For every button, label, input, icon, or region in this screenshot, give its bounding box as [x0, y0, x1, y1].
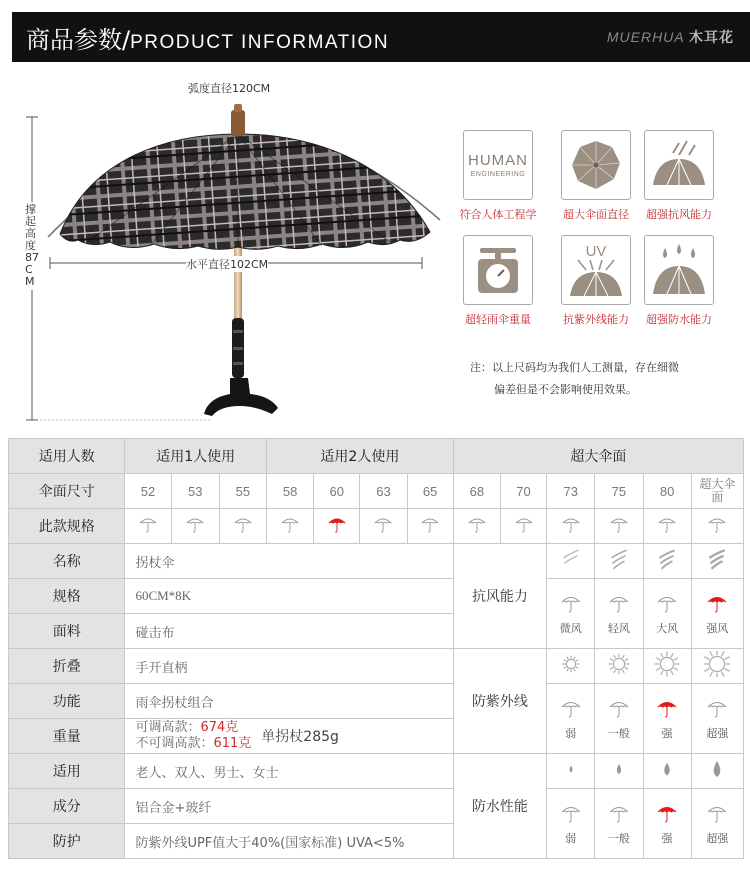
rating-cell	[595, 789, 643, 859]
umbrella-diagram	[0, 62, 455, 434]
size-umbrella-icon	[547, 509, 595, 544]
users-row	[9, 439, 744, 474]
users-two: 适用2人使用	[267, 439, 454, 474]
feature-label: 符合人体工程学	[459, 208, 537, 221]
spec-label: 此款规格	[9, 509, 125, 544]
human-text: HUMAN	[468, 152, 528, 169]
spec-row	[9, 509, 744, 544]
measurement-note	[470, 357, 679, 401]
weight-adjustable-value: 674克	[200, 720, 239, 735]
spec-table	[8, 438, 744, 859]
rating-cell	[547, 579, 595, 649]
uv-rating-label: 防紫外线	[453, 649, 546, 754]
sun-icon	[547, 649, 595, 684]
size-cell: 73	[547, 474, 595, 509]
rating-selected-cell	[643, 684, 691, 754]
rating-level-text: 强风	[706, 621, 729, 635]
rating-cell	[643, 579, 691, 649]
rating-level-text: 一般	[607, 726, 630, 740]
feature-uv	[561, 235, 631, 327]
wind-resist-icon	[644, 130, 714, 200]
rating-cell	[691, 789, 743, 859]
feature-wind-resist	[644, 130, 714, 222]
feature-label: 超轻雨伞重量	[465, 313, 531, 326]
rating-level-text: 大风	[656, 621, 679, 635]
size-umbrella-icon	[171, 509, 219, 544]
spec-fabric-value: 碰击布	[125, 614, 453, 649]
feature-label: 超强防水能力	[646, 313, 712, 326]
wind-icon	[595, 544, 643, 579]
size-cell: 52	[125, 474, 171, 509]
water-drop-icon	[547, 754, 595, 789]
sun-icon	[595, 649, 643, 684]
rating-cell	[595, 579, 643, 649]
arc-diameter-label: 弧度直径120CM	[188, 82, 271, 95]
brand-en: MUERHUA	[606, 29, 685, 45]
spec-material-label: 成分	[9, 789, 125, 824]
size-cell: 70	[500, 474, 546, 509]
rating-cell	[691, 684, 743, 754]
spec-name-label: 名称	[9, 544, 125, 579]
water-drop-icon	[691, 754, 743, 789]
rating-level-text: 微风	[559, 621, 582, 635]
weight-cane-label: 单拐杖285g	[261, 729, 339, 745]
sun-icon	[643, 649, 691, 684]
water-rating-label: 防水性能	[453, 754, 546, 859]
umbrella-illustration-icon	[0, 62, 455, 434]
feature-label: 抗紫外线能力	[563, 313, 629, 326]
size-row	[9, 474, 744, 509]
spec-protection-value: 防紫外线UPF值大于40%(国家标准) UVA<5%	[125, 824, 453, 859]
spec-name-value: 拐杖伞	[125, 544, 453, 579]
weight-fixed-value: 611克	[213, 736, 252, 751]
size-cell: 53	[171, 474, 219, 509]
rating-cell	[547, 789, 595, 859]
size-umbrella-icon	[500, 509, 546, 544]
size-umbrella-icon	[643, 509, 691, 544]
spec-function-label: 功能	[9, 684, 125, 719]
spec-fold-value: 手开直柄	[125, 649, 453, 684]
rating-cell	[547, 684, 595, 754]
size-umbrella-icon	[267, 509, 314, 544]
size-cell: 58	[267, 474, 314, 509]
spec-fabric-label: 面料	[9, 614, 125, 649]
rating-level-text: 弱	[565, 831, 577, 845]
rating-level-text: 轻风	[607, 621, 630, 635]
feature-label: 超大伞面直径	[563, 208, 629, 221]
size-cell: 55	[219, 474, 266, 509]
size-umbrella-icon	[219, 509, 266, 544]
size-cell: 68	[453, 474, 500, 509]
waterproof-icon	[644, 235, 714, 305]
spec-usage-value: 老人、双人、男士、女士	[125, 754, 453, 789]
rating-selected-cell	[643, 789, 691, 859]
scale-icon	[463, 235, 533, 305]
brand	[607, 27, 734, 47]
open-height-label: 撑起高度87CM	[25, 203, 39, 288]
size-cell: 60	[314, 474, 360, 509]
rating-level-text: 强	[661, 726, 673, 740]
feature-lightweight	[463, 235, 533, 327]
selected-size-umbrella-icon	[314, 509, 360, 544]
uv-text: UV	[585, 243, 607, 260]
rating-level-text: 一般	[607, 831, 630, 845]
sun-icon	[691, 649, 743, 684]
size-umbrella-icon	[407, 509, 453, 544]
note-line-2: 偏差但是不会影响使用效果。	[494, 383, 637, 396]
users-large: 超大伞面	[453, 439, 743, 474]
spec-function-value: 雨伞拐杖组合	[125, 684, 453, 719]
rating-level-text: 弱	[565, 726, 577, 740]
size-cell: 63	[360, 474, 407, 509]
rating-level-text: 超强	[706, 726, 729, 740]
uv-icon	[561, 235, 631, 305]
size-umbrella-icon	[453, 509, 500, 544]
users-label: 适用人数	[9, 439, 125, 474]
size-umbrella-icon	[125, 509, 171, 544]
wind-icon	[547, 544, 595, 579]
note-line-1: 注：以上尺码均为我们人工测量，存在细微	[470, 361, 679, 374]
spec-protection-label: 防护	[9, 824, 125, 859]
spec-size-value: 60CM*8K	[125, 579, 453, 614]
umbrella-top-icon	[561, 130, 631, 200]
water-drop-icon	[643, 754, 691, 789]
water-drop-icon	[595, 754, 643, 789]
human-engineering-icon	[463, 130, 533, 200]
header-bar	[12, 12, 750, 62]
horizontal-diameter-label: 水平直径102CM	[186, 258, 269, 271]
spec-usage-label: 适用	[9, 754, 125, 789]
rating-selected-cell	[691, 579, 743, 649]
rating-cell	[595, 684, 643, 754]
size-umbrella-icon	[360, 509, 407, 544]
weight-adjustable-label: 可调高款：	[135, 720, 201, 735]
feature-human-engineering	[459, 130, 537, 222]
spec-material-value: 铝合金+玻纤	[125, 789, 453, 824]
size-cell: 75	[595, 474, 643, 509]
page-title	[12, 20, 389, 55]
feature-large-canopy	[561, 130, 631, 222]
size-umbrella-icon	[691, 509, 743, 544]
size-cell: 65	[407, 474, 453, 509]
spec-size-label: 规格	[9, 579, 125, 614]
weight-fixed-label: 不可调高款：	[135, 736, 214, 751]
wind-rating-label: 抗风能力	[453, 544, 546, 649]
size-umbrella-icon	[595, 509, 643, 544]
spec-fold-label: 折叠	[9, 649, 125, 684]
brand-cn: 木耳花	[689, 29, 734, 45]
size-label: 伞面尺寸	[9, 474, 125, 509]
wind-icon	[691, 544, 743, 579]
spec-weight-label: 重量	[9, 719, 125, 754]
title-en: PRODUCT INFORMATION	[130, 31, 390, 53]
title-cn: 商品参数/	[26, 25, 131, 54]
users-one: 适用1人使用	[125, 439, 267, 474]
size-cell-max: 超大伞面	[691, 474, 743, 509]
wind-icon	[643, 544, 691, 579]
feature-label: 超强抗风能力	[646, 208, 712, 221]
engineering-text: ENGINEERING	[470, 171, 526, 178]
spec-weight-value	[125, 719, 453, 754]
rating-level-text: 强	[661, 831, 673, 845]
rating-level-text: 超强	[706, 831, 729, 845]
feature-waterproof	[644, 235, 714, 327]
size-cell: 80	[643, 474, 691, 509]
